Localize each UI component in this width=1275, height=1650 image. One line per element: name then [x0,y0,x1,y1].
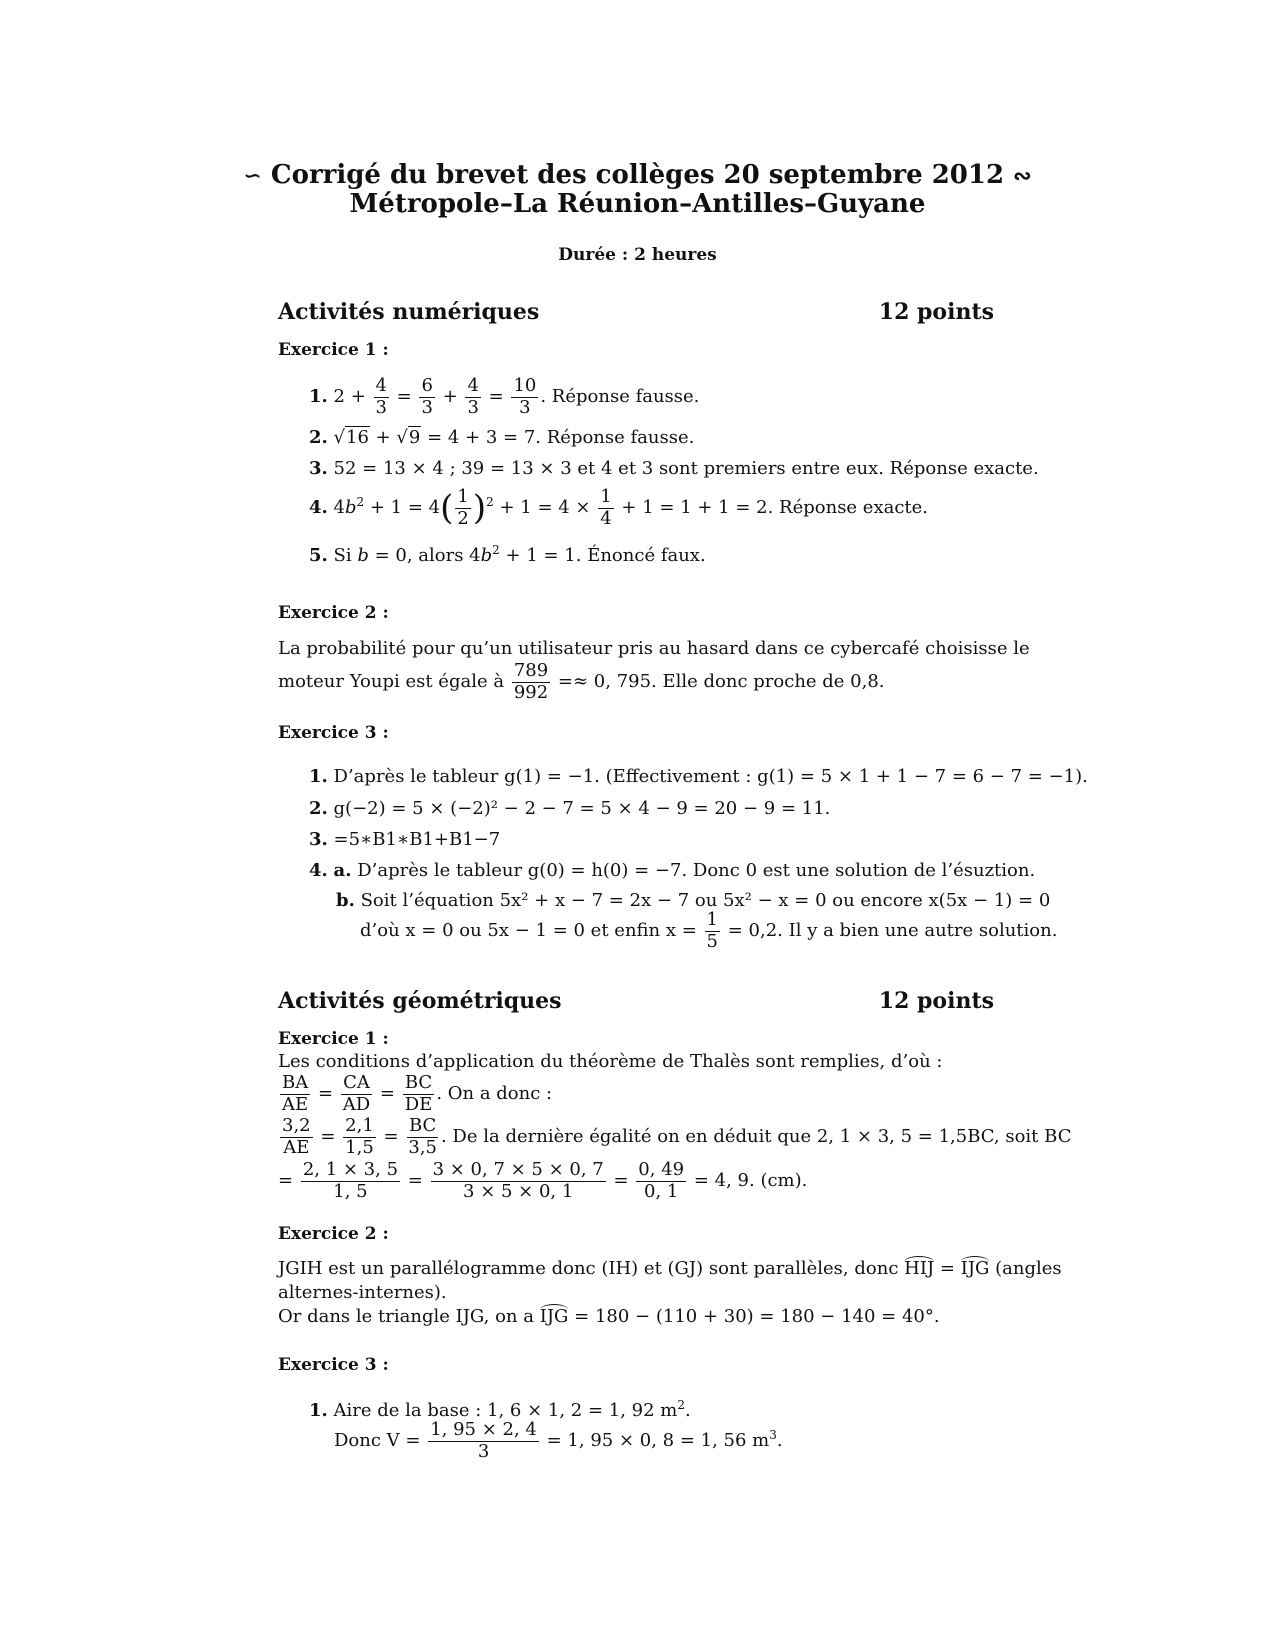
numeric-ex1-item4: 4. $4b^2 + 1 = 4$( $\frac{1}{2}$ )$^2$ + 1 = 4 × $\frac{1}{4}$ + 1 = 1 + 1 = 2. Réponse exacte. [309,486,929,529]
section-numeric-heading [278,299,994,325]
numeric-ex1-item5: 5. Si b = 0, alors $4b^2 + 1 = 1$. Énoncé faux. [309,543,706,566]
geometric-ex1-line2: $\frac{BA}{AE}$ = $\frac{CA}{AD}$ = $\frac{BC}{DE}$ . On a donc : [282,1072,553,1115]
geometric-ex3-line2: Donc V = $\frac{1, 95 \times 2, 4}{3}$ = 1, 95 × 0, 8 = 1, 56 $m^3$. [334,1419,783,1462]
numeric-ex2-line1: La probabilité pour qu’un utilisateur pris au hasard dans ce cybercafé choisisse le [278,638,1030,659]
section-title: Activités géométriques [278,988,562,1014]
title-text: Corrigé du brevet des collèges 20 septembre 2012 [270,160,1005,190]
geometric-ex1-label: Exercice 1 : [278,1029,389,1049]
numeric-ex1-item1: 1. 2 + $\frac{4}{3}$ = $\frac{6}{3}$ + $\frac{4}{3}$ = $\frac{10}{3}$ . Réponse fausse. [309,375,700,418]
duration: Durée : 2 heures [558,245,717,265]
section-points: 12 points [878,299,994,325]
geometric-ex1-line3: $\frac{3,2}{AE}$ = $\frac{2,1}{1,5}$ = $\frac{BC}{3,5}$ . De la dernière égalité on en déduit que 2, 1 × 3, 5 = 1,5BC, soit BC [282,1115,1072,1158]
geometric-ex2-line2: alternes-internes). [278,1282,447,1303]
numeric-ex1-item3: 3. 52 = 13 × 4 ; 39 = 13 × 3 et 4 et 3 sont premiers entre eux. Réponse exacte. [309,458,1039,479]
ornament-right-icon: ∾ [1013,163,1032,189]
document-subtitle: Métropole–La Réunion–Antilles–Guyane [349,189,926,219]
geometric-ex2-label: Exercice 2 : [278,1224,389,1244]
geometric-ex3-item1: 1. Aire de la base : 1, 6 × 1, 2 = 1, 92 $m^2$. [309,1398,691,1421]
geometric-ex3-label: Exercice 3 : [278,1355,389,1375]
geometric-ex2-line3: Or dans le triangle IJG, on a IJG = 180 − (110 + 30) = 180 − 140 = 40°. [278,1306,940,1327]
numeric-ex3-label: Exercice 3 : [278,723,389,743]
numeric-ex2-label: Exercice 2 : [278,603,389,623]
section-title: Activités numériques [278,299,540,325]
section-geometric-heading [278,988,994,1014]
numeric-ex1-label: Exercice 1 : [278,340,389,360]
document-title [0,160,1275,190]
numeric-ex3-item4c: d’où x = 0 ou 5x − 1 = 0 et enfin x = $\frac{1}{5}$ = 0,2. Il y a bien une autre solution. [360,909,1058,952]
geometric-ex2-line1: JGIH est un parallélogramme donc (IH) et (GJ) sont parallèles, donc HIJ = IJG (angles [278,1258,1062,1279]
numeric-ex3-item1: 1. D’après le tableur g(1) = −1. (Effectivement : g(1) = 5 × 1 + 1 − 7 = 6 − 7 = −1). [309,766,1088,787]
geometric-ex1-line1: Les conditions d’application du théorème de Thalès sont remplies, d’où : [278,1051,943,1072]
numeric-ex2-line2: moteur Youpi est égale à $\frac{789}{992}$ =≈ 0, 795. Elle donc proche de 0,8. [278,660,885,703]
numeric-ex3-item4b: b. Soit l’équation 5x² + x − 7 = 2x − 7 ou 5x² − x = 0 ou encore x(5x − 1) = 0 [336,890,1051,911]
numeric-ex3-item3: 3. =5∗B1∗B1+B1−7 [309,829,501,850]
numeric-ex3-item4a: 4. a. D’après le tableur g(0) = h(0) = −7. Donc 0 est une solution de l’ésuztion. [309,860,1036,881]
numeric-ex1-item2: 2. √16 + √9 = 4 + 3 = 7. Réponse fausse. [309,427,695,448]
section-points: 12 points [878,988,994,1014]
numeric-ex3-item2: 2. g(−2) = 5 × (−2)² − 2 − 7 = 5 × 4 − 9 = 20 − 9 = 11. [309,798,831,819]
geometric-ex1-line4: = $\frac{2, 1 \times 3, 5}{1, 5}$ = $\frac{3 \times 0, 7 \times 5 \times 0, 7}{3 \times 5 \times 0, 1}$ = $\frac{0, 49}{0, 1}$ = 4, 9. (cm). [278,1159,808,1202]
ornament-left-icon: ∽ [243,163,262,189]
